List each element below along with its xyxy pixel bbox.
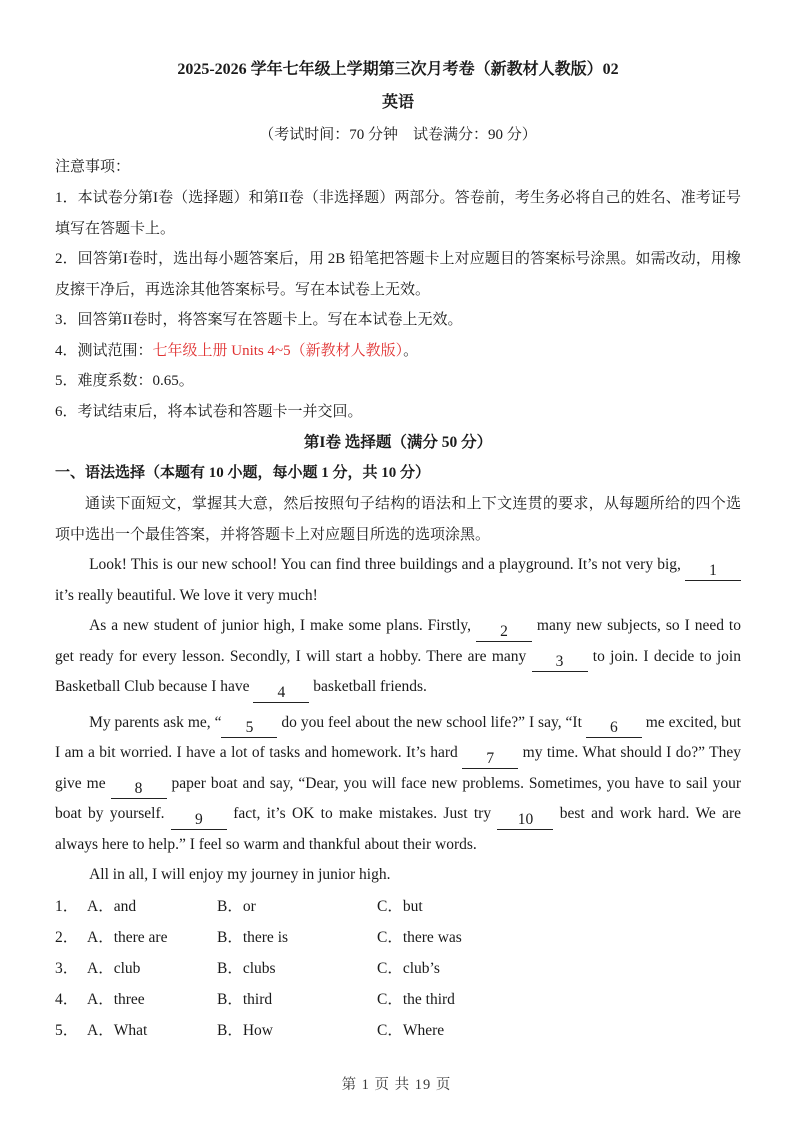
notice-item-1: 1．本试卷分第I卷（选择题）和第II卷（非选择题）两部分。答卷前，考生务必将自己的姓名、准考证号填写在答题卡上。: [55, 190, 741, 237]
option-a: A．What: [87, 1022, 148, 1040]
passage-paragraph-3: My parents ask me, “ 5 do you feel about the new school life?” I say, “It 6 me excited, but I am a bit worried. I have a lot of tasks and homework. It’s hard 7 my time. What should I do?” They give me 8 paper boat and say, “Dear, you will face new problems. Sometimes, you have to sail your boat by yourself. 9 fact, it’s OK to make mistakes. Just try 10 best and work hard. We are always here to help.” I feel so warm and thankful about their words.: [55, 713, 742, 853]
passage-paragraph-1: Look! This is our new school! You can find three buildings and a playground. It’s not very big, 1 it’s really beautiful. We love it very much!: [55, 550, 741, 611]
option-c: C．Where: [377, 1022, 445, 1040]
answer-blank-10: 10: [497, 811, 553, 830]
option-b: B．or: [217, 897, 256, 915]
section1-heading: 第I卷 选择题（满分 50 分）: [303, 434, 493, 451]
notice-item-3: 3．回答第II卷时，将答案写在答题卡上。写在本试卷上无效。: [55, 312, 463, 328]
option-a: A．club: [87, 959, 141, 977]
answer-blank-4: 4: [253, 684, 309, 703]
question-row-4: [55, 984, 741, 1015]
option-a: A．there are: [87, 928, 168, 946]
question-row-1: [55, 891, 741, 922]
passage-paragraph-4: All in all, I will enjoy my journey in junior high.: [89, 866, 391, 883]
answer-blank-7: 7: [462, 750, 518, 769]
option-c: C．club’s: [377, 959, 440, 977]
answer-blank-9: 9: [171, 811, 227, 830]
passage-paragraph-2: As a new student of junior high, I make some plans. Firstly, 2 many new subjects, so I need to get ready for every lesson. Secondly, I will start a hobby. There are many 3 to join. I decide to join Basketball Club because I have 4 basketball friends.: [55, 617, 741, 701]
answer-blank-6: 6: [586, 719, 642, 738]
question-row-5: [55, 1015, 741, 1046]
answer-blank-1: 1: [685, 562, 741, 581]
question-number: 3．: [55, 959, 79, 977]
option-c: C．but: [377, 897, 423, 915]
option-b: B．third: [217, 991, 273, 1009]
notice-item-4: 4．测试范围：七年级上册 Units 4~5（新教材人教版）。: [55, 342, 419, 359]
option-b: B．there is: [217, 928, 289, 946]
option-c: C．the third: [377, 991, 455, 1009]
question-row-2: [55, 922, 741, 953]
option-a: A．and: [87, 897, 137, 915]
subject-title: 英语: [381, 94, 414, 111]
part1-heading: 一、语法选择（本题有 10 小题，每小题 1 分，共 10 分）: [55, 465, 431, 481]
exam-info: （考试时间：70 分钟 试卷满分：90 分）: [259, 127, 537, 143]
option-b: B．clubs: [217, 959, 276, 977]
answer-blank-5: 5: [221, 719, 277, 738]
answer-blank-3: 3: [532, 653, 588, 672]
notice-item-6: 6．考试结束后，将本试卷和答题卡一并交回。: [55, 403, 363, 420]
question-row-3: [55, 953, 741, 984]
page-footer: 第 1 页 共 19 页: [341, 1077, 452, 1093]
page-title: 2025-2026 学年七年级上学期第三次月考卷（新教材人教版）02: [177, 61, 619, 78]
question-number: 1．: [55, 897, 79, 915]
question-number: 2．: [55, 928, 79, 946]
notice-item-2: 2．回答第I卷时，选出每小题答案后，用 2B 铅笔把答题卡上对应题目的答案标号涂黑。如需改动，用橡皮擦干净后，再选涂其他答案标号。写在本试卷上无效。: [55, 251, 741, 298]
notice-item-5: 5．难度系数：0.65。: [55, 373, 194, 389]
answer-blank-8: 8: [111, 780, 167, 799]
option-a: A．three: [87, 991, 145, 1009]
option-b: B．How: [217, 1022, 273, 1040]
answer-blank-2: 2: [476, 623, 532, 642]
part1-instruction: 通读下面短文，掌握其大意，然后按照句子结构的语法和上下文连贯的要求，从每题所给的四个选项中选出一个最佳答案，并将答题卡上对应题目所选的选项涂黑。: [55, 496, 741, 543]
question-number: 5．: [55, 1022, 79, 1040]
option-c: C．there was: [377, 928, 462, 946]
question-number: 4．: [55, 991, 79, 1009]
notice-heading: 注意事项：: [55, 159, 131, 175]
